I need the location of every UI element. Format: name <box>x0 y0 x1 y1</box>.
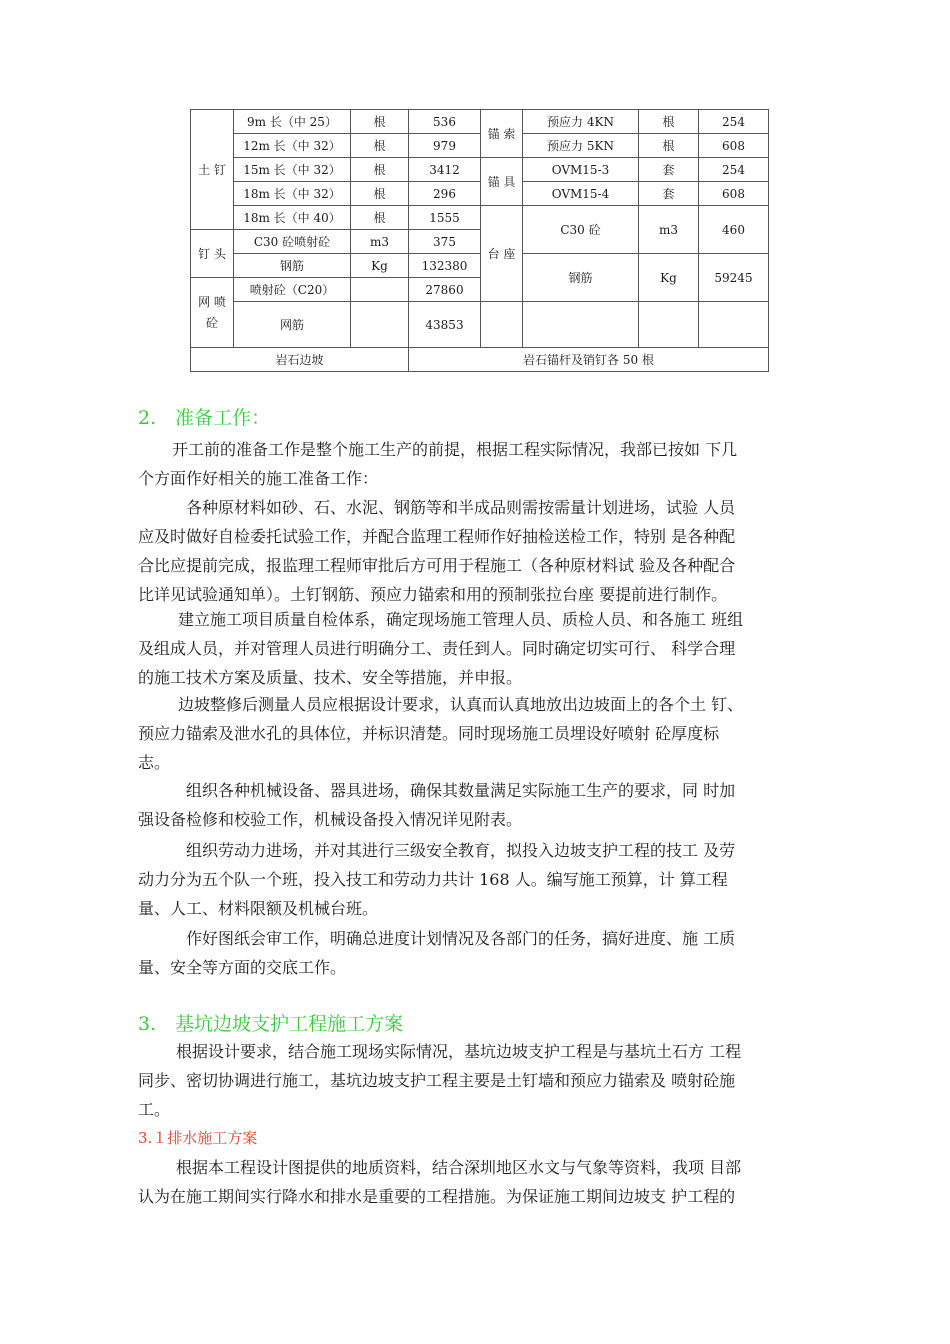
table-cell: 根 <box>351 134 409 158</box>
table-cell: m3 <box>351 230 409 254</box>
table-cell <box>351 278 409 302</box>
table-row <box>191 110 769 134</box>
table-cell: 根 <box>351 206 409 230</box>
rock-slope-label: 岩石边坡 <box>191 348 409 372</box>
table-cell: 预应力 5KN <box>523 134 639 158</box>
text-line: 量、安全等方面的交底工作。 <box>138 958 347 977</box>
table-row <box>191 254 769 278</box>
table-cell <box>639 302 699 348</box>
table-cell: 460 <box>699 206 769 254</box>
paragraph <box>138 435 824 493</box>
table-cell: 608 <box>699 182 769 206</box>
text-line: 动力分为五个队一个班，投入技工和劳动力共计 168 人。编写施工预算，计 算工程 <box>138 870 728 889</box>
table-cell: Kg <box>639 254 699 302</box>
text-line: 合比应提前完成，报监理工程师审批后方可用于程施工（各种原材料试 验及各种配合 <box>138 556 736 575</box>
table-cell <box>481 302 523 348</box>
table-cell: 网筋 <box>234 302 351 348</box>
text-line: 根据设计要求，结合施工现场实际情况，基坑边坡支护工程是与基坑土石方 工程 <box>176 1042 742 1061</box>
table-cell: 根 <box>351 158 409 182</box>
table-cell: 979 <box>409 134 481 158</box>
table-cell <box>699 302 769 348</box>
table-row <box>191 206 769 230</box>
maoju-label: 锚 具 <box>481 158 523 206</box>
table-cell: C30 砼喷射砼 <box>234 230 351 254</box>
text-line: 个方面作好相关的施工准备工作： <box>138 469 379 488</box>
table-cell: OVM15-4 <box>523 182 639 206</box>
text-line: 认为在施工期间实行降水和排水是重要的工程措施。为保证施工期间边坡支 护工程的 <box>138 1187 736 1206</box>
table-cell: C30 砼 <box>523 206 639 254</box>
paragraph <box>138 1037 824 1124</box>
text-line: 及组成人员，并对管理人员进行明确分工、责任到人。同时确定切实可行、 科学合理 <box>138 639 736 658</box>
table-cell: 296 <box>409 182 481 206</box>
paragraph <box>138 690 824 777</box>
table-cell: 608 <box>699 134 769 158</box>
table-cell: 12m 长（中 32） <box>234 134 351 158</box>
table-cell: 根 <box>639 110 699 134</box>
rock-slope-value: 岩石锚杆及销钉各 50 根 <box>409 348 769 372</box>
tuding-label: 土 钉 <box>191 110 234 230</box>
text-line: 建立施工项目质量自检体系，确定现场施工管理人员、质检人员、和各施工 班组 <box>178 610 744 629</box>
text-line: 的施工技术方案及质量、技术、安全等措施，并申报。 <box>138 668 523 687</box>
table-cell: Kg <box>351 254 409 278</box>
table-row <box>191 158 769 182</box>
table-cell: 18m 长（中 32） <box>234 182 351 206</box>
maosuo-label: 锚 索 <box>481 110 523 158</box>
text-line: 组织各种机械设备、器具进场，确保其数量满足实际施工生产的要求，同 时加 <box>186 781 736 800</box>
table-cell: 根 <box>639 134 699 158</box>
table-cell: 根 <box>351 182 409 206</box>
table-cell: OVM15-3 <box>523 158 639 182</box>
table-cell: 1555 <box>409 206 481 230</box>
table-cell: 3412 <box>409 158 481 182</box>
table-row <box>191 302 769 348</box>
table-cell <box>351 302 409 348</box>
text-line: 边坡整修后测量人员应根据设计要求，认真而认真地放出边坡面上的各个土 钉、 <box>178 695 744 714</box>
wangpen-label: 网 喷 砼 <box>191 278 234 348</box>
paragraph <box>138 924 824 982</box>
table-cell: m3 <box>639 206 699 254</box>
table-cell: 套 <box>639 182 699 206</box>
table-cell: 18m 长（中 40） <box>234 206 351 230</box>
table-cell: 钢筋 <box>234 254 351 278</box>
paragraph <box>138 776 824 834</box>
table-cell: 27860 <box>409 278 481 302</box>
quantity-table <box>190 109 769 372</box>
text-line: 作好图纸会审工作，明确总进度计划情况及各部门的任务，搞好进度、施 工质 <box>186 929 736 948</box>
text-line: 应及时做好自检委托试验工作，并配合监理工程师作好抽检送检工作，特别 是各种配 <box>138 527 736 546</box>
text-line: 志。 <box>138 753 171 772</box>
paragraph <box>138 1153 824 1211</box>
table-row <box>191 348 769 372</box>
text-line: 开工前的准备工作是整个施工生产的前提，根据工程实际情况，我部已按如 下几 <box>172 440 738 459</box>
table-cell: 375 <box>409 230 481 254</box>
table-cell: 59245 <box>699 254 769 302</box>
dingtou-label: 钉 头 <box>191 230 234 278</box>
table-cell: 254 <box>699 158 769 182</box>
text-line: 根据本工程设计图提供的地质资料，结合深圳地区水文与气象等资料，我项 目部 <box>176 1158 742 1177</box>
table-cell: 132380 <box>409 254 481 278</box>
taizuo-label: 台 座 <box>481 206 523 302</box>
text-line: 同步、密切协调进行施工，基坑边坡支护工程主要是土钉墙和预应力锚索及 喷射砼施 <box>138 1071 736 1090</box>
table-cell: 钢筋 <box>523 254 639 302</box>
table-cell: 9m 长（中 25） <box>234 110 351 134</box>
section-heading-2: 2. 准备工作： <box>138 407 271 429</box>
table-cell: 预应力 4KN <box>523 110 639 134</box>
text-line: 组织劳动力进场，并对其进行三级安全教育，拟投入边坡支护工程的技工 及劳 <box>186 841 736 860</box>
table-cell: 套 <box>639 158 699 182</box>
table-cell: 254 <box>699 110 769 134</box>
paragraph <box>138 836 824 923</box>
table-cell <box>523 302 639 348</box>
text-line: 强设备检修和校验工作，机械设备投入情况详见附表。 <box>138 810 523 829</box>
subsection-heading: 3.１排水施工方案 <box>138 1129 258 1147</box>
table-cell: 喷射砼（C20） <box>234 278 351 302</box>
text-line: 各种原材料如砂、石、水泥、钢筋等和半成品则需按需量计划进场，试验 人员 <box>186 498 736 517</box>
paragraph <box>138 605 824 692</box>
text-line: 预应力锚索及泄水孔的具体位，并标识清楚。同时现场施工员埋设好喷射 砼厚度标 <box>138 724 720 743</box>
table-row <box>191 134 769 158</box>
table-cell: 43853 <box>409 302 481 348</box>
table-cell: 15m 长（中 32） <box>234 158 351 182</box>
text-line: 工。 <box>138 1100 171 1119</box>
section-heading-3: 3. 基坑边坡支护工程施工方案 <box>138 1013 404 1035</box>
table-row <box>191 182 769 206</box>
table-cell: 536 <box>409 110 481 134</box>
text-line: 比详见试验通知单）。土钉钢筋、预应力锚索和用的预制张拉台座 要提前进行制作。 <box>138 585 728 604</box>
paragraph <box>138 493 824 609</box>
text-line: 量、人工、材料限额及机械台班。 <box>138 899 379 918</box>
table-cell: 根 <box>351 110 409 134</box>
